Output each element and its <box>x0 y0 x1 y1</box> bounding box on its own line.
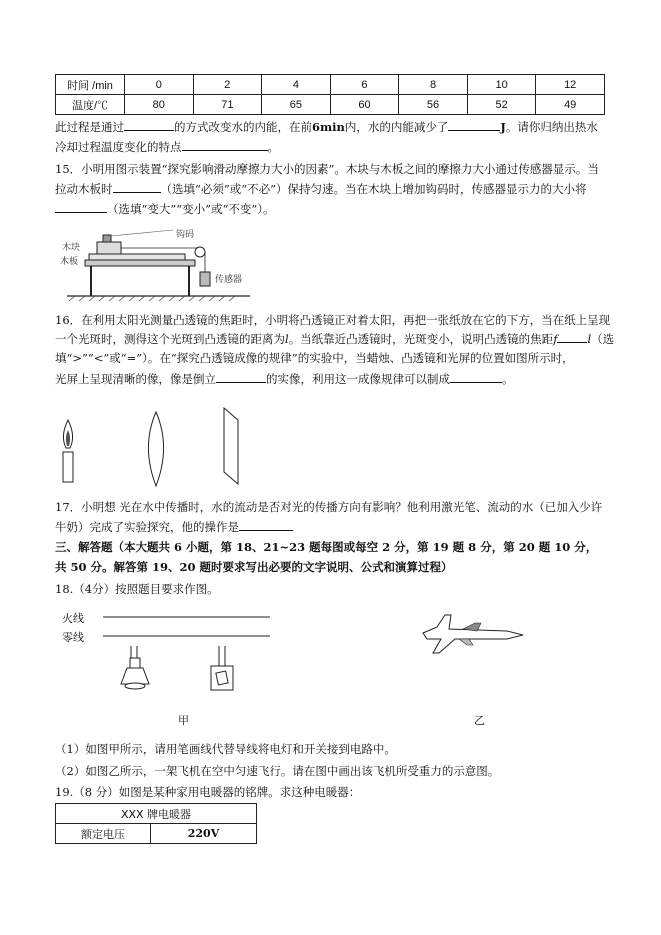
table-cell: 0 <box>125 75 194 95</box>
text: （选 <box>591 332 615 346</box>
text: l <box>587 332 592 346</box>
answer-blank[interactable] <box>557 330 587 343</box>
table-cell: 10 <box>467 75 536 95</box>
nameplate-title: XXX 牌电暖器 <box>56 804 257 824</box>
table-cell: 6 <box>330 75 399 95</box>
q17-line-2 <box>55 518 615 536</box>
temperature-table <box>55 74 605 115</box>
table-row <box>56 824 257 844</box>
table-header-temp: 温度/℃ <box>56 95 125 115</box>
label-neutral-wire: 零线 <box>62 631 84 644</box>
table-cell: 12 <box>536 75 605 95</box>
text: 。 <box>267 140 279 154</box>
figure-label-b: 乙 <box>474 714 485 727</box>
q15-line-3 <box>55 200 615 218</box>
text: l <box>285 332 289 346</box>
q18-part-1: （1）如图甲所示，请用笔画线代替导线将电灯和开关接到电路中。 <box>55 742 396 756</box>
fig-label-hook: 钩码 <box>176 230 195 240</box>
q18-title: 18.（4分）按照题目要求作图。 <box>55 582 219 596</box>
q18-part-2: （2）如图乙所示，一架飞机在空中匀速飞行。请在图中画出该飞机所受重力的示意图。 <box>55 764 500 778</box>
text: 的实像，利用这一成像规律可以制成 <box>266 372 450 386</box>
text: 此过程是通过 <box>55 120 124 134</box>
table-cell: 60 <box>330 95 399 115</box>
q14-line-1 <box>55 118 615 136</box>
text: 内，水的内能减少了 <box>344 120 449 134</box>
table-row <box>56 75 605 95</box>
convex-lens-icon <box>149 412 164 486</box>
table-row <box>56 804 257 824</box>
q19-title: 19.（8 分）如图是某种家用电暖器的铭牌。求这种电暖器： <box>55 785 361 799</box>
answer-blank[interactable] <box>55 200 107 213</box>
q17-line-1: 17．小明想 光在水中传播时，水的流动是否对光的传播方向有影响？他利用激光笔、流动的水（已加入少许 <box>55 500 603 514</box>
switch-icon <box>211 646 233 690</box>
figure-label-a: 甲 <box>178 714 189 727</box>
text: 光屏上呈现清晰的像，像是倒立 <box>55 372 216 386</box>
q15-line-2 <box>55 180 615 198</box>
table-cell: 4 <box>262 75 331 95</box>
fig-label-sensor: 传感器 <box>215 275 243 285</box>
q16-line-1: 16．在利用太阳光测量凸透镜的焦距时，小明将凸透镜正对着太阳，再把一张纸放在它的下方，当在纸上呈现 <box>55 313 611 327</box>
table-cell: 2 <box>193 75 262 95</box>
answer-blank[interactable] <box>182 138 268 151</box>
table-row <box>56 95 605 115</box>
table-header-time: 时间 /min <box>56 75 125 95</box>
text: （选填“变大”“变小”或“不变”）。 <box>107 202 275 216</box>
text: 6min <box>312 120 345 134</box>
circuit-figure <box>55 600 285 710</box>
text: 的方式改变水的内能，在前 <box>174 120 312 134</box>
table-cell: 65 <box>262 95 331 115</box>
lamp-icon <box>121 646 149 689</box>
text: 。 <box>502 372 514 386</box>
heater-nameplate <box>55 803 257 844</box>
q14-line-2 <box>55 138 615 156</box>
friction-apparatus-figure <box>55 222 255 302</box>
table-cell: 52 <box>467 95 536 115</box>
answer-blank[interactable] <box>124 118 174 131</box>
table-cell: 80 <box>125 95 194 115</box>
text: 。请你归纳出热水 <box>505 120 598 134</box>
fig-label-board: 木板 <box>60 257 79 267</box>
text: 一个光斑时，测得这个光斑到凸透镜的距离为 <box>55 332 285 346</box>
section-3-line-2: 共 50 分。解答第 19、20 题时要求写出必要的文字说明、公式和演算过程） <box>55 560 453 574</box>
text: 牛奶）完成了实验探究，他的操作是 <box>55 520 239 534</box>
table-cell: 8 <box>399 75 468 95</box>
text: J <box>500 120 506 134</box>
text: 拉动木板时 <box>55 182 113 196</box>
text: （选填“必须”或“不必”）保持匀速。当在木块上增加钩码时，传感器显示力的大小将 <box>160 182 587 196</box>
table-cell: 56 <box>399 95 468 115</box>
q16-line-2 <box>55 330 615 348</box>
section-3-line-1: 三、解答题（本大题共 6 小题，第 18、21~23 题每图或每空 2 分，第 19 题 8 分，第 20 题 10 分， <box>55 540 598 554</box>
light-screen-icon <box>224 408 238 484</box>
candle-icon <box>63 420 73 482</box>
q15-line-1: 15．小明用图示装置“探究影响滑动摩擦力大小的因素”。木块与木板之间的摩擦力大小通过传感器显示。当 <box>55 162 599 176</box>
nameplate-label: 额定电压 <box>56 824 151 844</box>
nameplate-value: 220V <box>151 824 257 844</box>
text: 冷却过程温度变化的特点 <box>55 140 182 154</box>
lens-experiment-figure <box>50 400 250 490</box>
airplane-icon <box>415 605 535 665</box>
text: f <box>553 332 558 346</box>
answer-blank[interactable] <box>113 180 161 193</box>
text: 。当纸靠近凸透镜时，光斑变小，说明凸透镜的焦距 <box>288 332 554 346</box>
table-cell: 71 <box>193 95 262 115</box>
label-live-wire: 火线 <box>62 612 84 625</box>
q16-line-4 <box>55 370 615 388</box>
q16-line-3: 填“>”“<”或“=”）。在“探究凸透镜成像的规律”的实验中，当蜡烛、凸透镜和光屏的位置如图所示时， <box>55 351 574 365</box>
answer-blank[interactable] <box>216 370 266 383</box>
answer-blank[interactable] <box>450 370 502 383</box>
table-cell: 49 <box>536 95 605 115</box>
answer-blank[interactable] <box>239 518 293 531</box>
fig-label-block: 木块 <box>62 243 81 253</box>
answer-blank[interactable] <box>448 118 500 131</box>
